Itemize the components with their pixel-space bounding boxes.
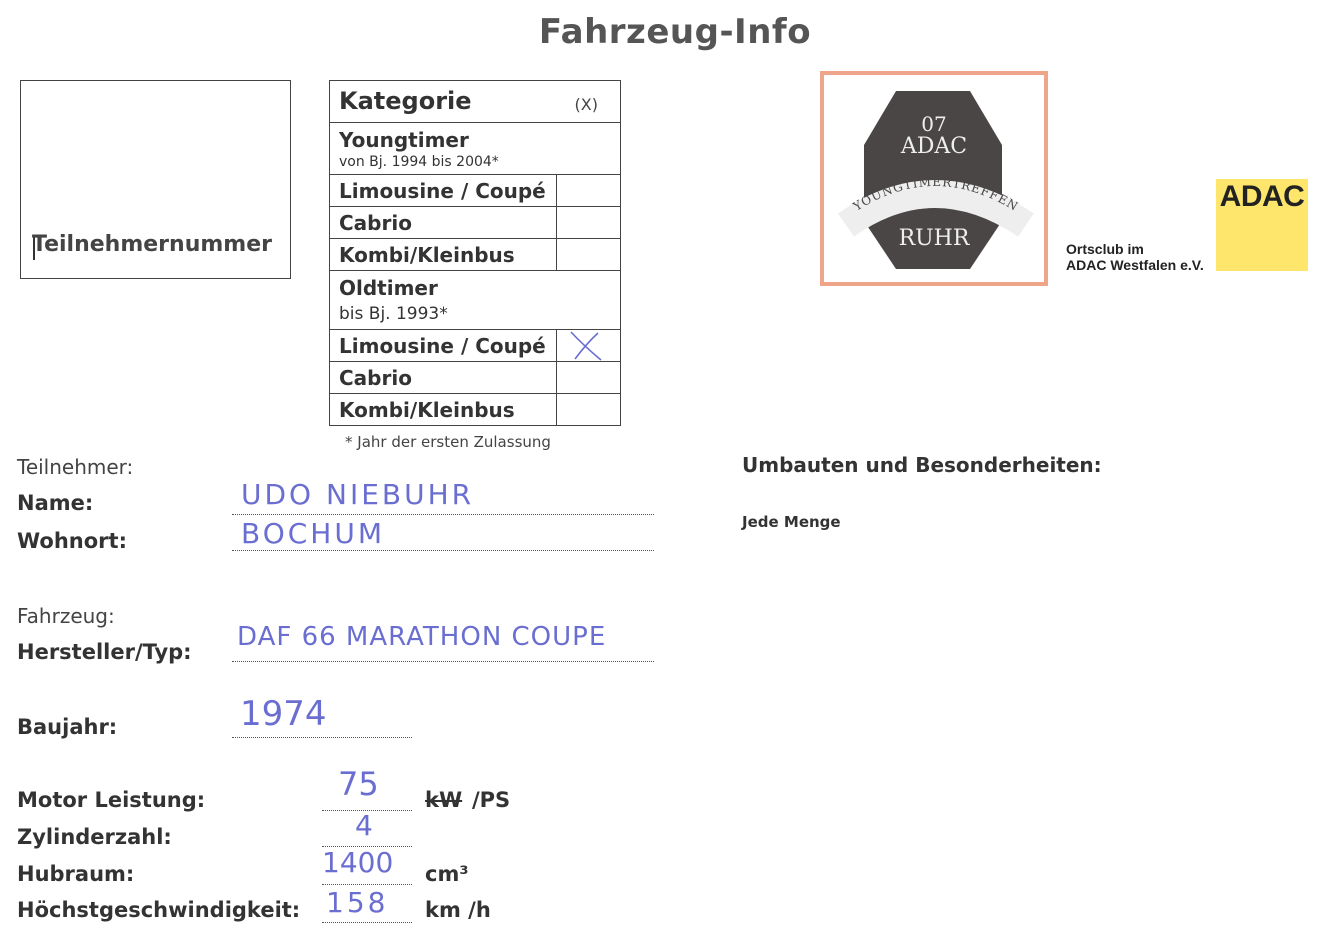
category-row-label: Kombi/Kleinbus <box>339 398 515 422</box>
participant-section-label: Teilnehmer: <box>17 455 134 479</box>
category-row-label: Limousine / Coupé <box>339 334 546 358</box>
vehicle-section-label: Fahrzeug: <box>17 604 115 628</box>
oldtimer-sub: bis Bj. 1993* <box>339 304 448 324</box>
category-row-youngtimer-cabrio <box>330 206 620 238</box>
oldtimer-group <box>330 270 620 329</box>
city-line <box>232 550 654 551</box>
year-line <box>232 737 412 738</box>
make-line <box>232 661 654 662</box>
name-field[interactable]: UDO NIEBUHR <box>241 478 475 511</box>
category-row-label: Limousine / Coupé <box>339 179 546 203</box>
category-checkbox[interactable] <box>556 330 621 361</box>
top-speed-field[interactable]: 158 <box>326 886 389 919</box>
youngtimer-group <box>330 122 620 174</box>
category-table <box>329 80 621 426</box>
club-line-1: Ortsclub im <box>1066 241 1144 257</box>
logo-number: 07 <box>921 112 947 136</box>
oldtimer-label: Oldtimer <box>339 276 438 300</box>
club-line-2: ADAC Westfalen e.V. <box>1066 257 1204 273</box>
category-header <box>330 81 620 122</box>
youngtimer-sub: von Bj. 1994 bis 2004* <box>339 154 499 170</box>
category-row-label: Kombi/Kleinbus <box>339 243 515 267</box>
name-label: Name: <box>17 491 94 515</box>
logo-region: RUHR <box>898 226 970 251</box>
year-field[interactable]: 1974 <box>240 694 327 734</box>
mark-hint: (X) <box>574 95 598 114</box>
category-checkbox[interactable] <box>556 362 621 393</box>
make-field[interactable]: DAF 66 MARATHON COUPE <box>237 622 607 652</box>
cylinder-label: Zylinderzahl: <box>17 825 172 849</box>
category-row-oldtimer-cabrio <box>330 361 620 393</box>
category-row-label: Cabrio <box>339 211 412 235</box>
youngtimer-label: Youngtimer <box>339 128 469 152</box>
displacement-unit: cm³ <box>425 862 469 886</box>
youngtimertreffen-logo-icon <box>824 75 1044 282</box>
category-row-label: Cabrio <box>339 366 412 390</box>
category-row-oldtimer-kombi <box>330 393 620 425</box>
modifications-heading: Umbauten und Besonderheiten: <box>742 453 1102 477</box>
top-speed-unit: km /h <box>425 898 491 922</box>
power-label: Motor Leistung: <box>17 788 206 812</box>
adac-logo-text: ADAC <box>1219 180 1305 213</box>
logo-arc-text: YOUNGTIMERTREFFEN <box>850 174 1022 214</box>
power-unit-kw: kW <box>425 788 463 812</box>
participant-number-label: Teilnehmernummer <box>32 232 272 257</box>
displacement-line <box>322 884 412 885</box>
year-label: Baujahr: <box>17 715 118 739</box>
cylinder-field[interactable]: 4 <box>355 809 373 842</box>
power-field[interactable]: 75 <box>338 765 379 803</box>
make-label: Hersteller/Typ: <box>17 640 192 664</box>
displacement-label: Hubraum: <box>17 862 135 886</box>
category-row-youngtimer-limousine <box>330 174 620 206</box>
top-speed-label: Höchstgeschwindigkeit: <box>17 898 301 922</box>
name-line <box>232 514 654 515</box>
logo-org: ADAC <box>900 134 968 159</box>
category-header-label: Kategorie <box>339 87 472 115</box>
category-checkbox[interactable] <box>556 175 621 206</box>
power-unit-ps: /PS <box>472 788 511 812</box>
category-checkbox[interactable] <box>556 207 621 238</box>
club-name <box>1066 241 1204 273</box>
modifications-field[interactable]: Jede Menge <box>742 513 841 531</box>
displacement-field[interactable]: 1400 <box>322 846 394 879</box>
category-row-oldtimer-limousine <box>330 329 620 361</box>
city-field[interactable]: BOCHUM <box>241 517 386 550</box>
page-title: Fahrzeug-Info <box>538 12 812 52</box>
city-label: Wohnort: <box>17 529 127 553</box>
category-footnote: * Jahr der ersten Zulassung <box>345 433 551 451</box>
category-checkbox[interactable] <box>556 394 621 425</box>
category-checkbox[interactable] <box>556 239 621 270</box>
checkmark-x-icon <box>567 329 607 363</box>
event-logo <box>820 71 1048 286</box>
category-row-youngtimer-kombi <box>330 238 620 270</box>
top-speed-line <box>322 922 412 923</box>
